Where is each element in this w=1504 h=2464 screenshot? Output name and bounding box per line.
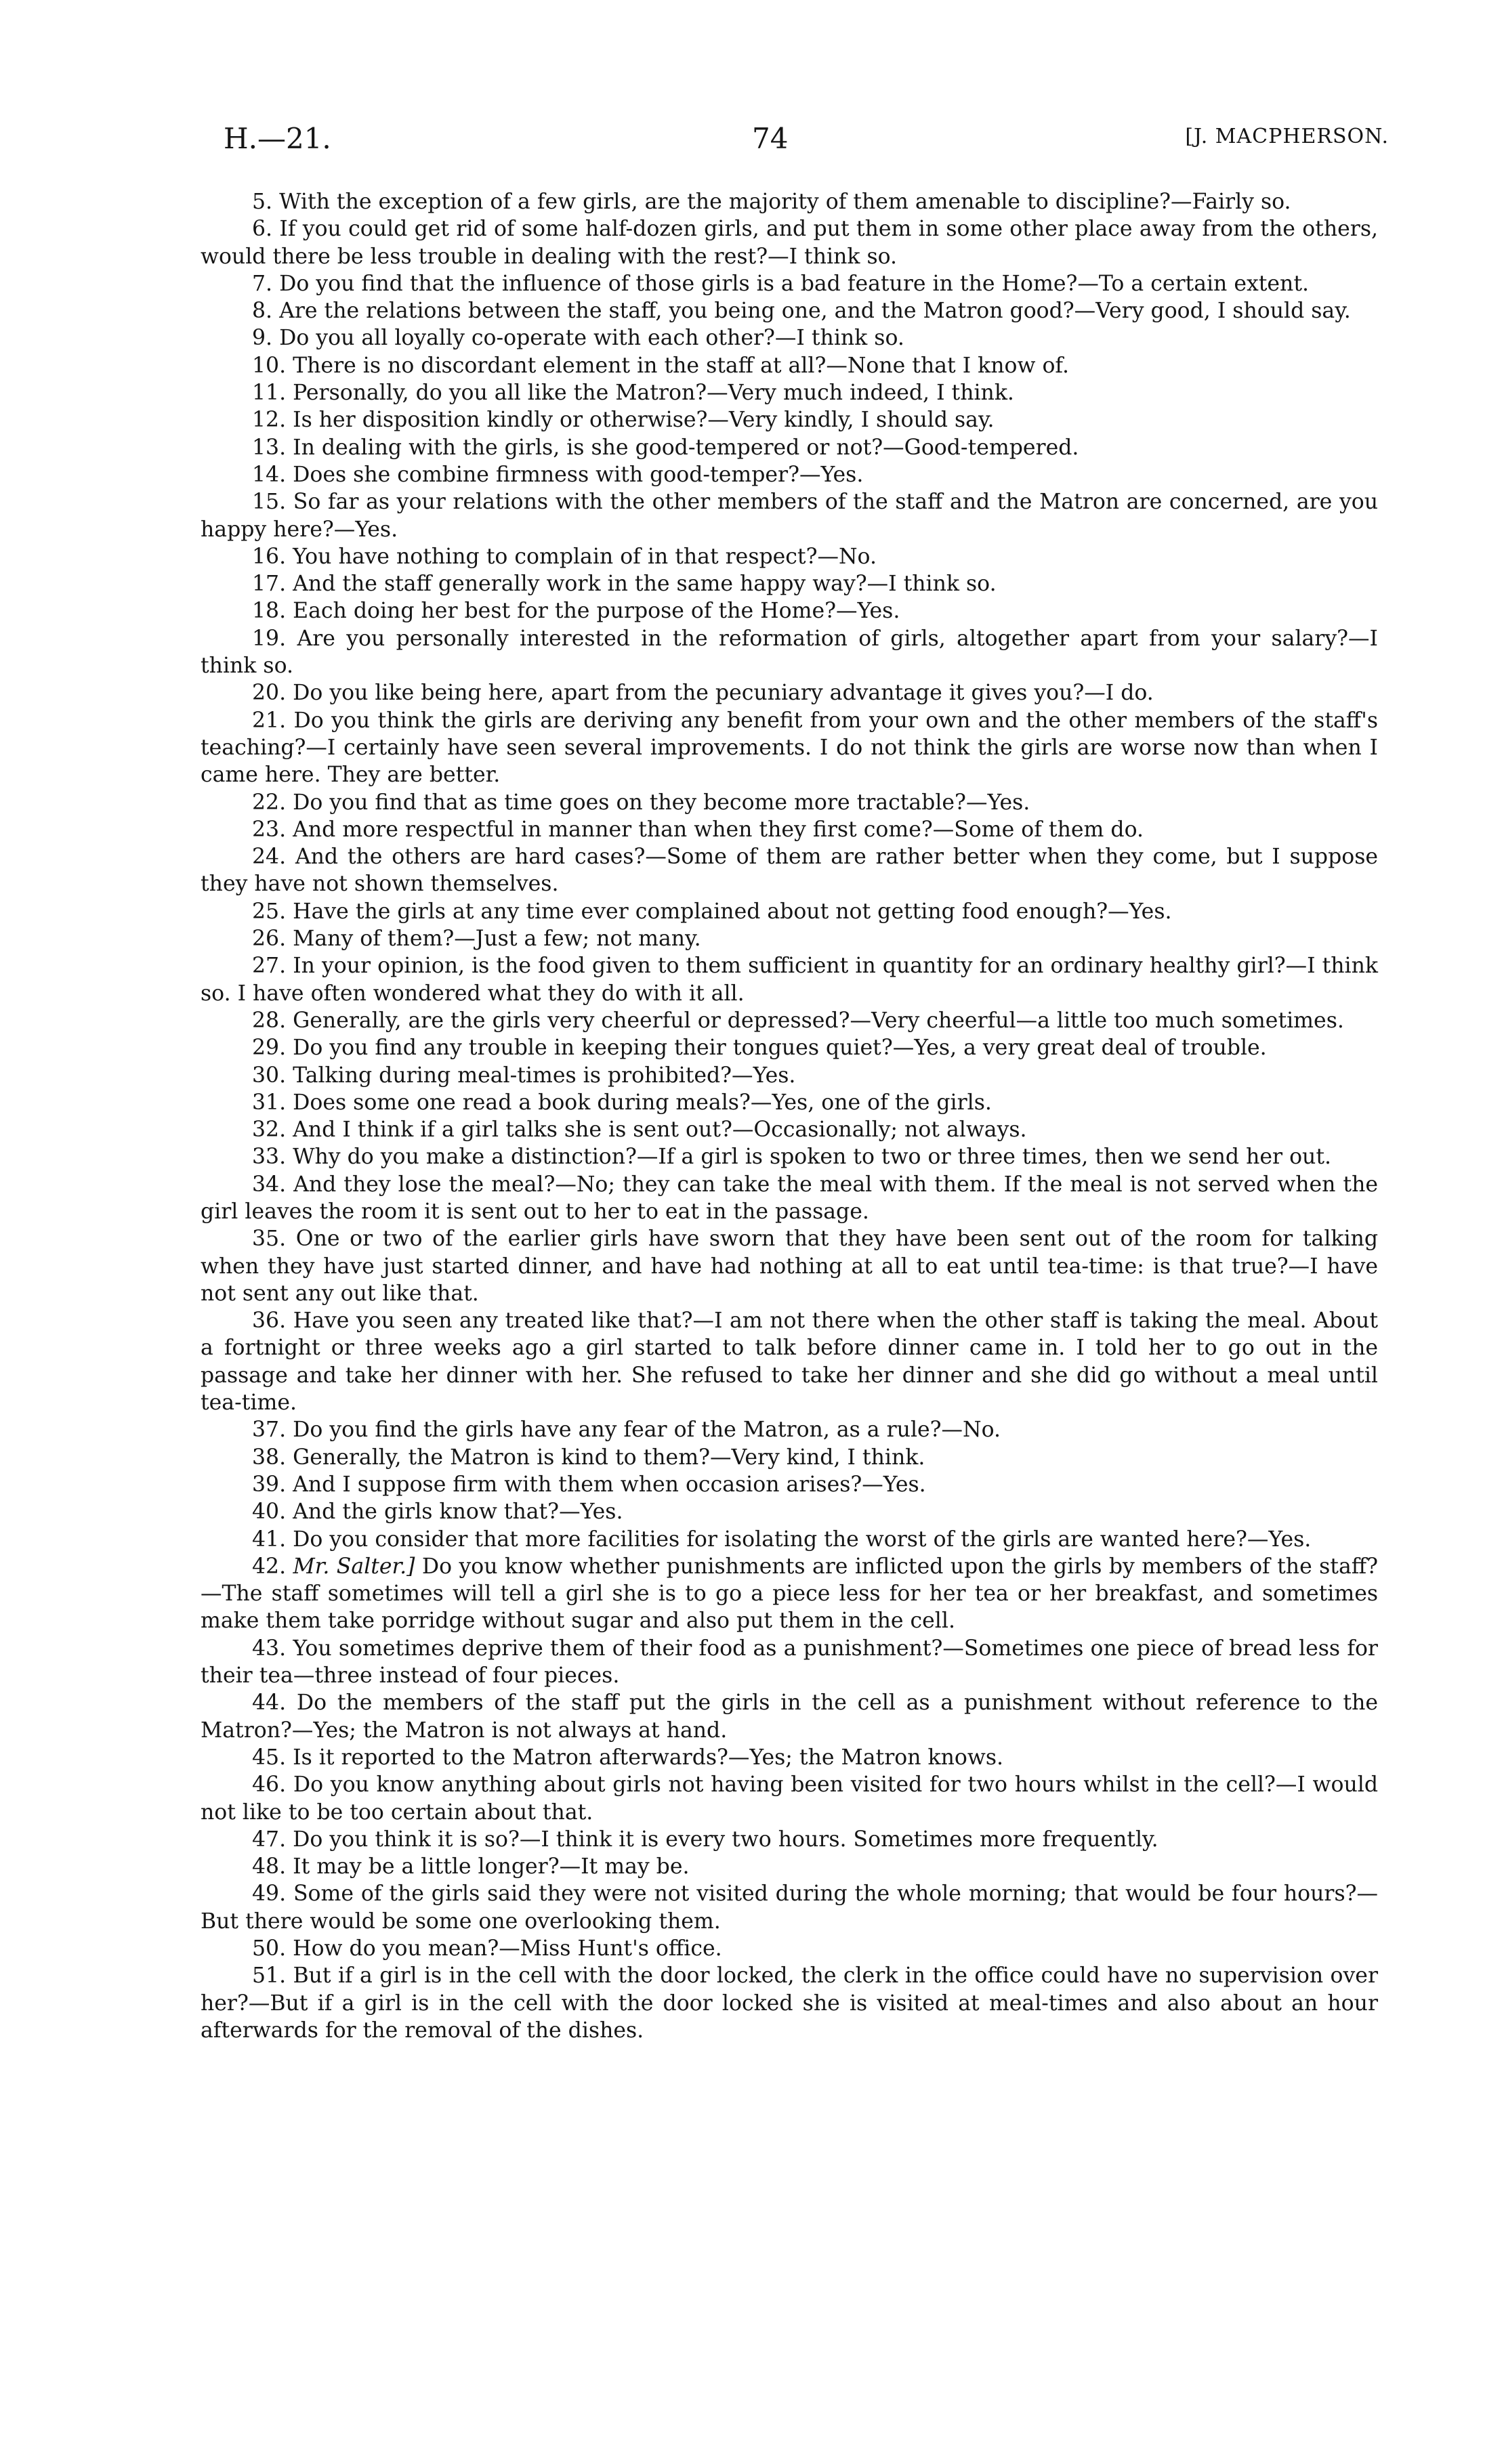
question-number: 49.	[252, 1882, 287, 1907]
question-number: 33.	[252, 1145, 287, 1170]
page-number: 74	[752, 122, 789, 155]
question-answer-paragraph	[201, 1034, 1378, 1061]
question-number: 28.	[252, 1008, 287, 1033]
question-answer-text: And the others are hard cases?—Some of them are rather better when they come, but I suppose they have not shown themselves.	[201, 845, 1379, 897]
question-number: 9.	[252, 326, 273, 351]
question-answer-text: Talking during meal-times is prohibited?—Yes.	[293, 1063, 796, 1088]
question-number: 35.	[252, 1227, 287, 1252]
question-answer-text: Does she combine firmness with good-temper?—Yes.	[293, 462, 864, 487]
question-answer-paragraph	[201, 1880, 1378, 1935]
question-answer-paragraph	[201, 789, 1378, 816]
page-header	[224, 122, 1389, 163]
paper-reference: H.—21.	[224, 122, 331, 155]
question-answer-text: Are you personally interested in the reformation of girls, altogether apart from your salary?—I think so.	[201, 626, 1378, 679]
question-answer-paragraph	[201, 625, 1378, 680]
question-number: 17.	[252, 572, 287, 597]
question-answer-text: Personally, do you all like the Matron?—Very much indeed, I think.	[293, 381, 1014, 406]
question-answer-paragraph	[201, 1471, 1378, 1498]
question-number: 31.	[252, 1090, 287, 1115]
question-answer-paragraph	[201, 925, 1378, 952]
question-answer-text: Do you find any trouble in keeping their tongues quiet?—Yes, a very great deal of trouble.	[293, 1036, 1267, 1061]
question-number: 21.	[252, 708, 287, 733]
question-answer-paragraph	[201, 297, 1378, 324]
question-answer-paragraph	[201, 1689, 1378, 1744]
question-answer-paragraph	[201, 270, 1378, 297]
question-answer-text: Is her disposition kindly or otherwise?—Very kindly, I should say.	[293, 408, 995, 433]
question-answer-text: And more respectful in manner than when they first come?—Some of them do.	[293, 817, 1144, 842]
question-answer-text: With the exception of a few girls, are the majority of them amenable to discipline?—Fairly so.	[279, 190, 1291, 214]
question-answer-text: Generally, are the girls very cheerful or depressed?—Very cheerful—a little too much sometimes.	[293, 1008, 1344, 1033]
question-number: 22.	[252, 790, 287, 815]
question-answer-paragraph	[201, 1635, 1378, 1690]
question-answer-paragraph	[201, 1826, 1378, 1853]
question-number: 39.	[252, 1472, 287, 1497]
question-answer-paragraph	[201, 1962, 1378, 2044]
question-number: 6.	[252, 217, 273, 242]
question-number: 25.	[252, 899, 287, 924]
question-answer-text: You have nothing to complain of in that respect?—No.	[293, 544, 877, 569]
question-number: 13.	[252, 435, 287, 460]
question-number: 50.	[252, 1936, 287, 1961]
question-answer-paragraph	[201, 1089, 1378, 1116]
question-answer-text: Do you find that the influence of those girls is a bad feature in the Home?—To a certain extent.	[279, 271, 1310, 296]
question-answer-text: Do the members of the staff put the girls in the cell as a punishment without reference to the Matron?—Yes; the Matron is not always at hand.	[201, 1691, 1378, 1743]
question-number: 36.	[252, 1309, 287, 1334]
question-number: 26.	[252, 927, 287, 952]
question-answer-text: And I suppose firm with them when occasion arises?—Yes.	[293, 1472, 926, 1497]
question-answer-paragraph	[201, 1553, 1378, 1635]
question-answer-paragraph	[201, 1771, 1378, 1826]
question-answer-paragraph	[201, 488, 1378, 543]
question-number: 38.	[252, 1445, 287, 1470]
question-answer-paragraph	[201, 1062, 1378, 1089]
question-number: 44.	[252, 1691, 287, 1716]
question-answer-text: Do you like being here, apart from the pecuniary advantage it gives you?—I do.	[293, 681, 1154, 706]
testimony-body	[201, 188, 1378, 2044]
question-answer-paragraph	[201, 461, 1378, 488]
question-answer-text: And the girls know that?—Yes.	[293, 1500, 623, 1525]
question-number: 20.	[252, 681, 287, 706]
question-number: 10.	[252, 353, 287, 378]
question-answer-text: Do you consider that more facilities for isolating the worst of the girls are wanted here?—Yes.	[293, 1527, 1312, 1552]
question-answer-text: Do you know anything about girls not having been visited for two hours whilst in the cell?—I would not like to be too certain about that.	[201, 1772, 1379, 1825]
question-answer-paragraph	[201, 379, 1378, 406]
question-answer-text: One or two of the earlier girls have sworn that they have been sent out of the room for talking when they have just started dinner, and have had nothing at all to eat until tea-time: is that true?—I have not sent any out like that.	[201, 1227, 1379, 1306]
question-number: 24.	[252, 845, 287, 870]
question-number: 43.	[252, 1636, 287, 1661]
question-number: 41.	[252, 1527, 287, 1552]
question-number: 8.	[252, 299, 273, 324]
question-answer-text: Do you find that as time goes on they become more tractable?—Yes.	[293, 790, 1030, 815]
question-answer-paragraph	[201, 324, 1378, 352]
question-answer-paragraph	[201, 215, 1378, 270]
question-answer-paragraph	[201, 597, 1378, 624]
question-number: 46.	[252, 1772, 287, 1798]
question-answer-text: Generally, the Matron is kind to them?—Very kind, I think.	[293, 1445, 925, 1470]
question-answer-text: Why do you make a distinction?—If a girl is spoken to two or three times, then we send her out.	[293, 1145, 1331, 1170]
question-number: 11.	[252, 381, 287, 406]
question-number: 51.	[252, 1963, 287, 1989]
question-answer-paragraph	[201, 952, 1378, 1007]
question-answer-text: It may be a little longer?—It may be.	[293, 1854, 690, 1879]
question-answer-text: How do you mean?—Miss Hunt's office.	[293, 1936, 722, 1961]
question-number: 42.	[252, 1554, 287, 1579]
question-answer-text: You sometimes deprive them of their food as a punishment?—Sometimes one piece of bread less for their tea—three instead of four pieces.	[201, 1636, 1378, 1688]
question-answer-text: Does some one read a book during meals?—Yes, one of the girls.	[293, 1090, 992, 1115]
question-answer-text: Each doing her best for the purpose of the Home?—Yes.	[293, 599, 900, 624]
question-answer-paragraph	[201, 1171, 1378, 1226]
question-answer-paragraph	[201, 1853, 1378, 1880]
question-answer-text: Some of the girls said they were not visited during the whole morning; that would be four hours?—But there would be some one overlooking them.	[201, 1882, 1378, 1934]
question-answer-paragraph	[201, 898, 1378, 925]
question-number: 40.	[252, 1500, 287, 1525]
question-answer-paragraph	[201, 843, 1378, 898]
question-answer-paragraph	[201, 570, 1378, 597]
question-number: 32.	[252, 1118, 287, 1143]
question-answer-text: In dealing with the girls, is she good-tempered or not?—Good-tempered.	[293, 435, 1079, 460]
question-number: 48.	[252, 1854, 287, 1879]
question-answer-paragraph	[201, 434, 1378, 461]
question-answer-paragraph	[201, 1935, 1378, 1962]
question-answer-text: So far as your relations with the other members of the staff and the Matron are concerned, are you happy here?—Yes.	[201, 490, 1378, 542]
question-answer-paragraph	[201, 1416, 1378, 1443]
question-number: 37.	[252, 1418, 287, 1443]
question-number: 18.	[252, 599, 287, 624]
question-number: 14.	[252, 462, 287, 487]
question-number: 23.	[252, 817, 287, 842]
question-answer-paragraph	[201, 1307, 1378, 1416]
question-answer-text: Do you find the girls have any fear of the Matron, as a rule?—No.	[293, 1418, 1001, 1443]
question-answer-text: Many of them?—Just a few; not many.	[293, 927, 701, 952]
question-answer-paragraph	[201, 352, 1378, 379]
question-answer-paragraph	[201, 188, 1378, 215]
question-answer-text: If you could get rid of some half-dozen girls, and put them in some other place away from the others, would there be less trouble in dealing with the rest?—I think so.	[201, 217, 1378, 269]
question-answer-text: Do you think the girls are deriving any benefit from your own and the other members of the staff's teaching?—I certainly have seen several improvements. I do not think the girls are worse now than when I came here. They are better.	[201, 708, 1378, 788]
question-number: 12.	[252, 408, 287, 433]
question-number: 19.	[252, 626, 287, 651]
question-answer-paragraph	[201, 1143, 1378, 1170]
question-number: 27.	[252, 954, 287, 979]
question-answer-paragraph	[201, 1007, 1378, 1034]
question-answer-paragraph	[201, 1116, 1378, 1143]
question-answer-text: Is it reported to the Matron afterwards?—Yes; the Matron knows.	[293, 1745, 1004, 1770]
question-number: 30.	[252, 1063, 287, 1088]
question-answer-paragraph	[201, 1498, 1378, 1525]
question-number: 5.	[252, 190, 273, 214]
question-answer-text: Do you know whether punishments are inflicted upon the girls by members of the staff?—The staff sometimes will tell a girl she is to go a piece less for her tea or her breakfast, and sometimes make them take porridge without sugar and also put them in the cell.	[201, 1554, 1378, 1634]
question-answer-paragraph	[201, 679, 1378, 706]
question-answer-text: In your opinion, is the food given to them sufficient in quantity for an ordinary healthy girl?—I think so. I have often wondered what they do with it all.	[201, 954, 1379, 1006]
question-answer-text: Are the relations between the staff, you being one, and the Matron good?—Very good, I should say.	[279, 299, 1351, 324]
question-answer-paragraph	[201, 543, 1378, 570]
question-answer-text: But if a girl is in the cell with the door locked, the clerk in the office could have no supervision over her?—But if a girl is in the cell with the door locked she is visited at meal-times and also about an hour afterwards for the removal of the dishes.	[201, 1963, 1378, 2043]
question-answer-paragraph	[201, 816, 1378, 843]
question-answer-text: And the staff generally work in the same happy way?—I think so.	[293, 572, 997, 597]
speaker-label: Mr. Salter.]	[293, 1554, 415, 1579]
question-number: 45.	[252, 1745, 287, 1770]
question-answer-text: And they lose the meal?—No; they can take the meal with them. If the meal is not served when the girl leaves the room it is sent out to her to eat in the passage.	[201, 1172, 1378, 1224]
question-number: 47.	[252, 1827, 287, 1852]
question-number: 16.	[252, 544, 287, 569]
question-answer-paragraph	[201, 406, 1378, 433]
question-answer-text: Do you think it is so?—I think it is every two hours. Sometimes more frequently.	[293, 1827, 1158, 1852]
question-answer-text: Have you seen any treated like that?—I am not there when the other staff is taking the meal. About a fortnight or three weeks ago a girl started to talk before dinner came in. I told her to go out in the passage and take her dinner with her. She refused to take her dinner and she did go without a meal until tea-time.	[201, 1309, 1378, 1416]
question-answer-text: Do you all loyally co-operate with each other?—I think so.	[279, 326, 904, 351]
question-number: 34.	[252, 1172, 287, 1197]
question-answer-paragraph	[201, 707, 1378, 789]
question-answer-text: And I think if a girl talks she is sent out?—Occasionally; not always.	[293, 1118, 1027, 1143]
question-number: 15.	[252, 490, 287, 515]
question-number: 29.	[252, 1036, 287, 1061]
question-answer-paragraph	[201, 1444, 1378, 1471]
question-answer-paragraph	[201, 1744, 1378, 1771]
witness-name: [J. MACPHERSON.	[1185, 125, 1389, 148]
question-answer-paragraph	[201, 1225, 1378, 1307]
question-answer-text: Have the girls at any time ever complained about not getting food enough?—Yes.	[293, 899, 1172, 924]
question-answer-paragraph	[201, 1526, 1378, 1553]
question-number: 7.	[252, 271, 273, 296]
question-answer-text: There is no discordant element in the staff at all?—None that I know of.	[293, 353, 1069, 378]
